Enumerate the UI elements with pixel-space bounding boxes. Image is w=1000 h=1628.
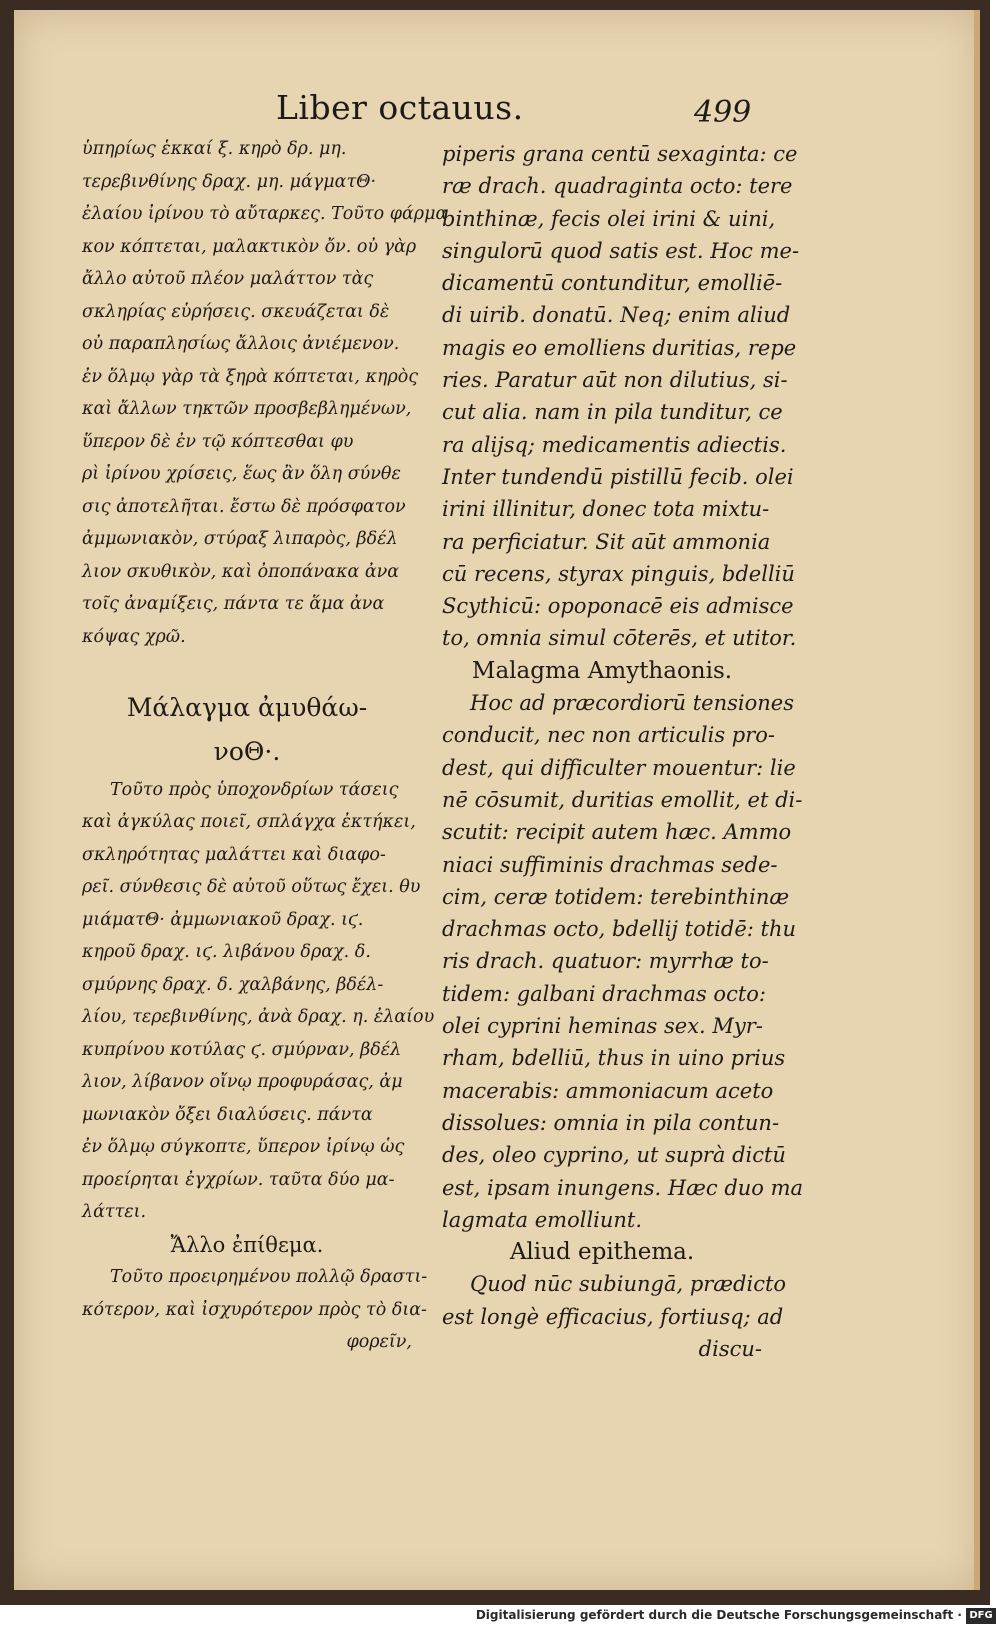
latin-line: est, ipsam inungens. Hæc duo ma [442,1175,804,1200]
latin-line: rham, bdelliū, thus in uino prius [442,1046,786,1071]
greek-line: ἄλλο αὐτοῦ πλέον μαλάττον τὰς [82,269,374,289]
latin-line: tidem: galbani drachmas octo: [442,981,766,1006]
latin-line: to, omnia simul cōterēs, et utitor. [442,626,797,651]
latin-line: ra perficiatur. Sit aūt ammonia [442,529,771,554]
latin-line: niaci suffiminis drachmas sede- [442,852,778,877]
greek-line: λιον, λίβανον οἴνῳ προφυράσας, ἀμ [82,1072,403,1092]
latin-section-heading: Aliud epithema. [509,1239,695,1266]
greek-line: καὶ ἄλλων τηκτῶν προσβεβλημένων, [82,399,412,419]
greek-line: φορεῖν, [346,1332,412,1352]
latin-line: dicamentū contunditur, emolliē- [442,271,783,296]
latin-line: Inter tundendū pistillū fecib. olei [442,464,794,489]
greek-line: κηροῦ δραχ. ιϛ. λιβάνου δραχ. δ. [82,942,371,962]
latin-line: ræ drach. quadraginta octo: tere [442,174,793,199]
latin-line: Hoc ad præcordiorū tensiones [470,691,794,716]
latin-line: ris drach. quatuor: myrrhæ to- [442,949,769,974]
greek-line: σις ἀποτελῆται. ἔστω δὲ πρόσφατον [82,496,406,517]
greek-section-heading: Μάλαγμα ἀμυθάω- [126,692,368,722]
greek-line: Τοῦτο πρὸς ὑποχονδρίων τάσεις [110,779,399,800]
greek-line: σμύρνης δραχ. δ. χαλβάνης, βδέλ- [82,974,384,995]
latin-line: drachmas octo, bdellij totidē: thu [442,917,797,942]
latin-text-column [442,138,804,1365]
greek-line: ἐν ὅλμῳ σύγκοπτε, ὕπερον ἰρίνῳ ὡς [82,1137,405,1157]
greek-line: ρὶ ἰρίνου χρίσεις, ἕως ἂν ὅλη σύνθε [82,464,401,484]
greek-line: καὶ ἀγκύλας ποιεῖ, σπλάγχα ἐκτήκει, [82,812,416,832]
latin-line: piperis grana centū sexaginta: ce [442,142,798,166]
greek-text-column [82,133,448,1359]
latin-line: dissolues: omnia in pila contun- [442,1110,780,1135]
greek-line: λίου, τερεβινθίνης, ἀνὰ δραχ. η. ἐλαίου [82,1007,435,1027]
running-title: Liber octauus. [276,88,524,127]
greek-line: ἐλαίου ἰρίνου τὸ αὔταρκες. Τοῦτο φάρμα [82,204,448,224]
greek-line: ἐν ὅλμῳ γὰρ τὰ ξηρὰ κόπτεται, κηρὸς [82,366,419,387]
greek-section-heading: νοΘ·. [213,736,281,766]
greek-line: μιάματΘ· ἀμμωνιακοῦ δραχ. ιϛ. [82,909,364,930]
latin-line: conducit, nec non articulis pro- [442,723,776,748]
greek-line: ρεῖ. σύνθεσις δὲ αὐτοῦ οὕτως ἔχει. θυ [82,877,421,897]
latin-line: lagmata emolliunt. [442,1207,643,1232]
greek-line: κυπρίνου κοτύλας ϛ. σμύρναν, βδέλ [82,1039,402,1060]
latin-line: di uirib. donatū. Neq; enim aliud [442,303,791,328]
latin-line: nē cōsumit, duritias emollit, et di- [442,787,803,812]
latin-line: cim, ceræ totidem: terebinthinæ [442,884,790,909]
latin-line: irini illinitur, donec tota mixtu- [442,497,770,522]
latin-line: scutit: recipit autem hæc. Ammo [442,820,792,845]
latin-line: est longè efficacius, fortiusq; ad [442,1304,784,1329]
greek-line: τερεβινθίνης δραχ. μη. μάγματΘ· [82,171,377,192]
greek-line: λιον σκυθικὸν, καὶ ὀποπάνακα ἀνα [82,561,400,582]
book-page [14,10,980,1590]
latin-line: discu- [698,1336,762,1361]
latin-line: binthinæ, fecis olei irini & uini, [442,206,776,231]
page-number: 499 [694,95,752,130]
greek-section-heading: Ἄλλο ἐπίθεμα. [170,1232,324,1257]
greek-line: οὐ παραπλησίως ἄλλοις ἀνιέμενον. [82,334,400,354]
latin-line: olei cyprini heminas sex. Myr- [442,1014,763,1039]
latin-line: Quod nūc subiungā, prædicto [470,1272,787,1297]
greek-spacer [82,653,412,686]
greek-line: σκληρίας εὑρήσεις. σκευάζεται δὲ [82,301,390,322]
greek-line: προείρηται ἐγχρίων. ταῦτα δύο μα- [82,1169,395,1190]
latin-line: Scythicū: opoponacē eis admisce [442,594,794,619]
latin-line: ra alijsq; medicamentis adiectis. [442,432,787,457]
greek-line: μωνιακὸν ὄξει διαλύσεις. πάντα [82,1104,373,1125]
greek-line: ὕπερον δὲ ἐν τῷ κόπτεσθαι φυ [82,431,354,452]
greek-line: σκληρότητας μαλάττει καὶ διαφο- [82,844,386,865]
latin-line: macerabis: ammoniacum aceto [442,1078,774,1103]
latin-line: ries. Paratur aūt non dilutius, si- [442,368,788,393]
greek-line: Τοῦτο προειρημένου πολλῷ δραστι- [110,1267,428,1287]
latin-line: cū recens, styrax pinguis, bdelliū [442,561,795,586]
greek-line: κότερον, καὶ ἰσχυρότερον πρὸς τὸ δια- [82,1299,427,1320]
latin-line: des, oleo cyprino, ut suprà dictū [442,1143,786,1168]
greek-line: ἀμμωνιακὸν, στύραξ λιπαρὸς, βδέλ [82,529,398,549]
funding-credit: Digitalisierung gefördert durch die Deutsche Forschungsgemeinschaft · [475,1608,962,1622]
greek-line: λάττει. [82,1202,147,1222]
dfg-logo: DFG [966,1608,996,1624]
greek-line: κόψας χρῶ. [82,626,186,647]
footer-bar [0,1605,1000,1628]
latin-line: magis eo emolliens duritias, repe [442,335,797,360]
latin-line: dest, qui difficulter mouentur: lie [442,755,796,780]
latin-section-heading: Malagma Amythaonis. [471,657,733,684]
greek-line: τοῖς ἀναμίξεις, πάντα τε ἅμα ἀνα [82,594,385,614]
greek-line: κον κόπτεται, μαλακτικὸν ὄν. οὐ γὰρ [82,236,417,257]
latin-line: cut alia. nam in pila tunditur, ce [442,400,783,425]
greek-line: ὑπηρίως ἑκκαί ξ. κηρὸ δρ. μη. [82,139,347,159]
latin-line: singulorū quod satis est. Hoc me- [442,238,800,263]
